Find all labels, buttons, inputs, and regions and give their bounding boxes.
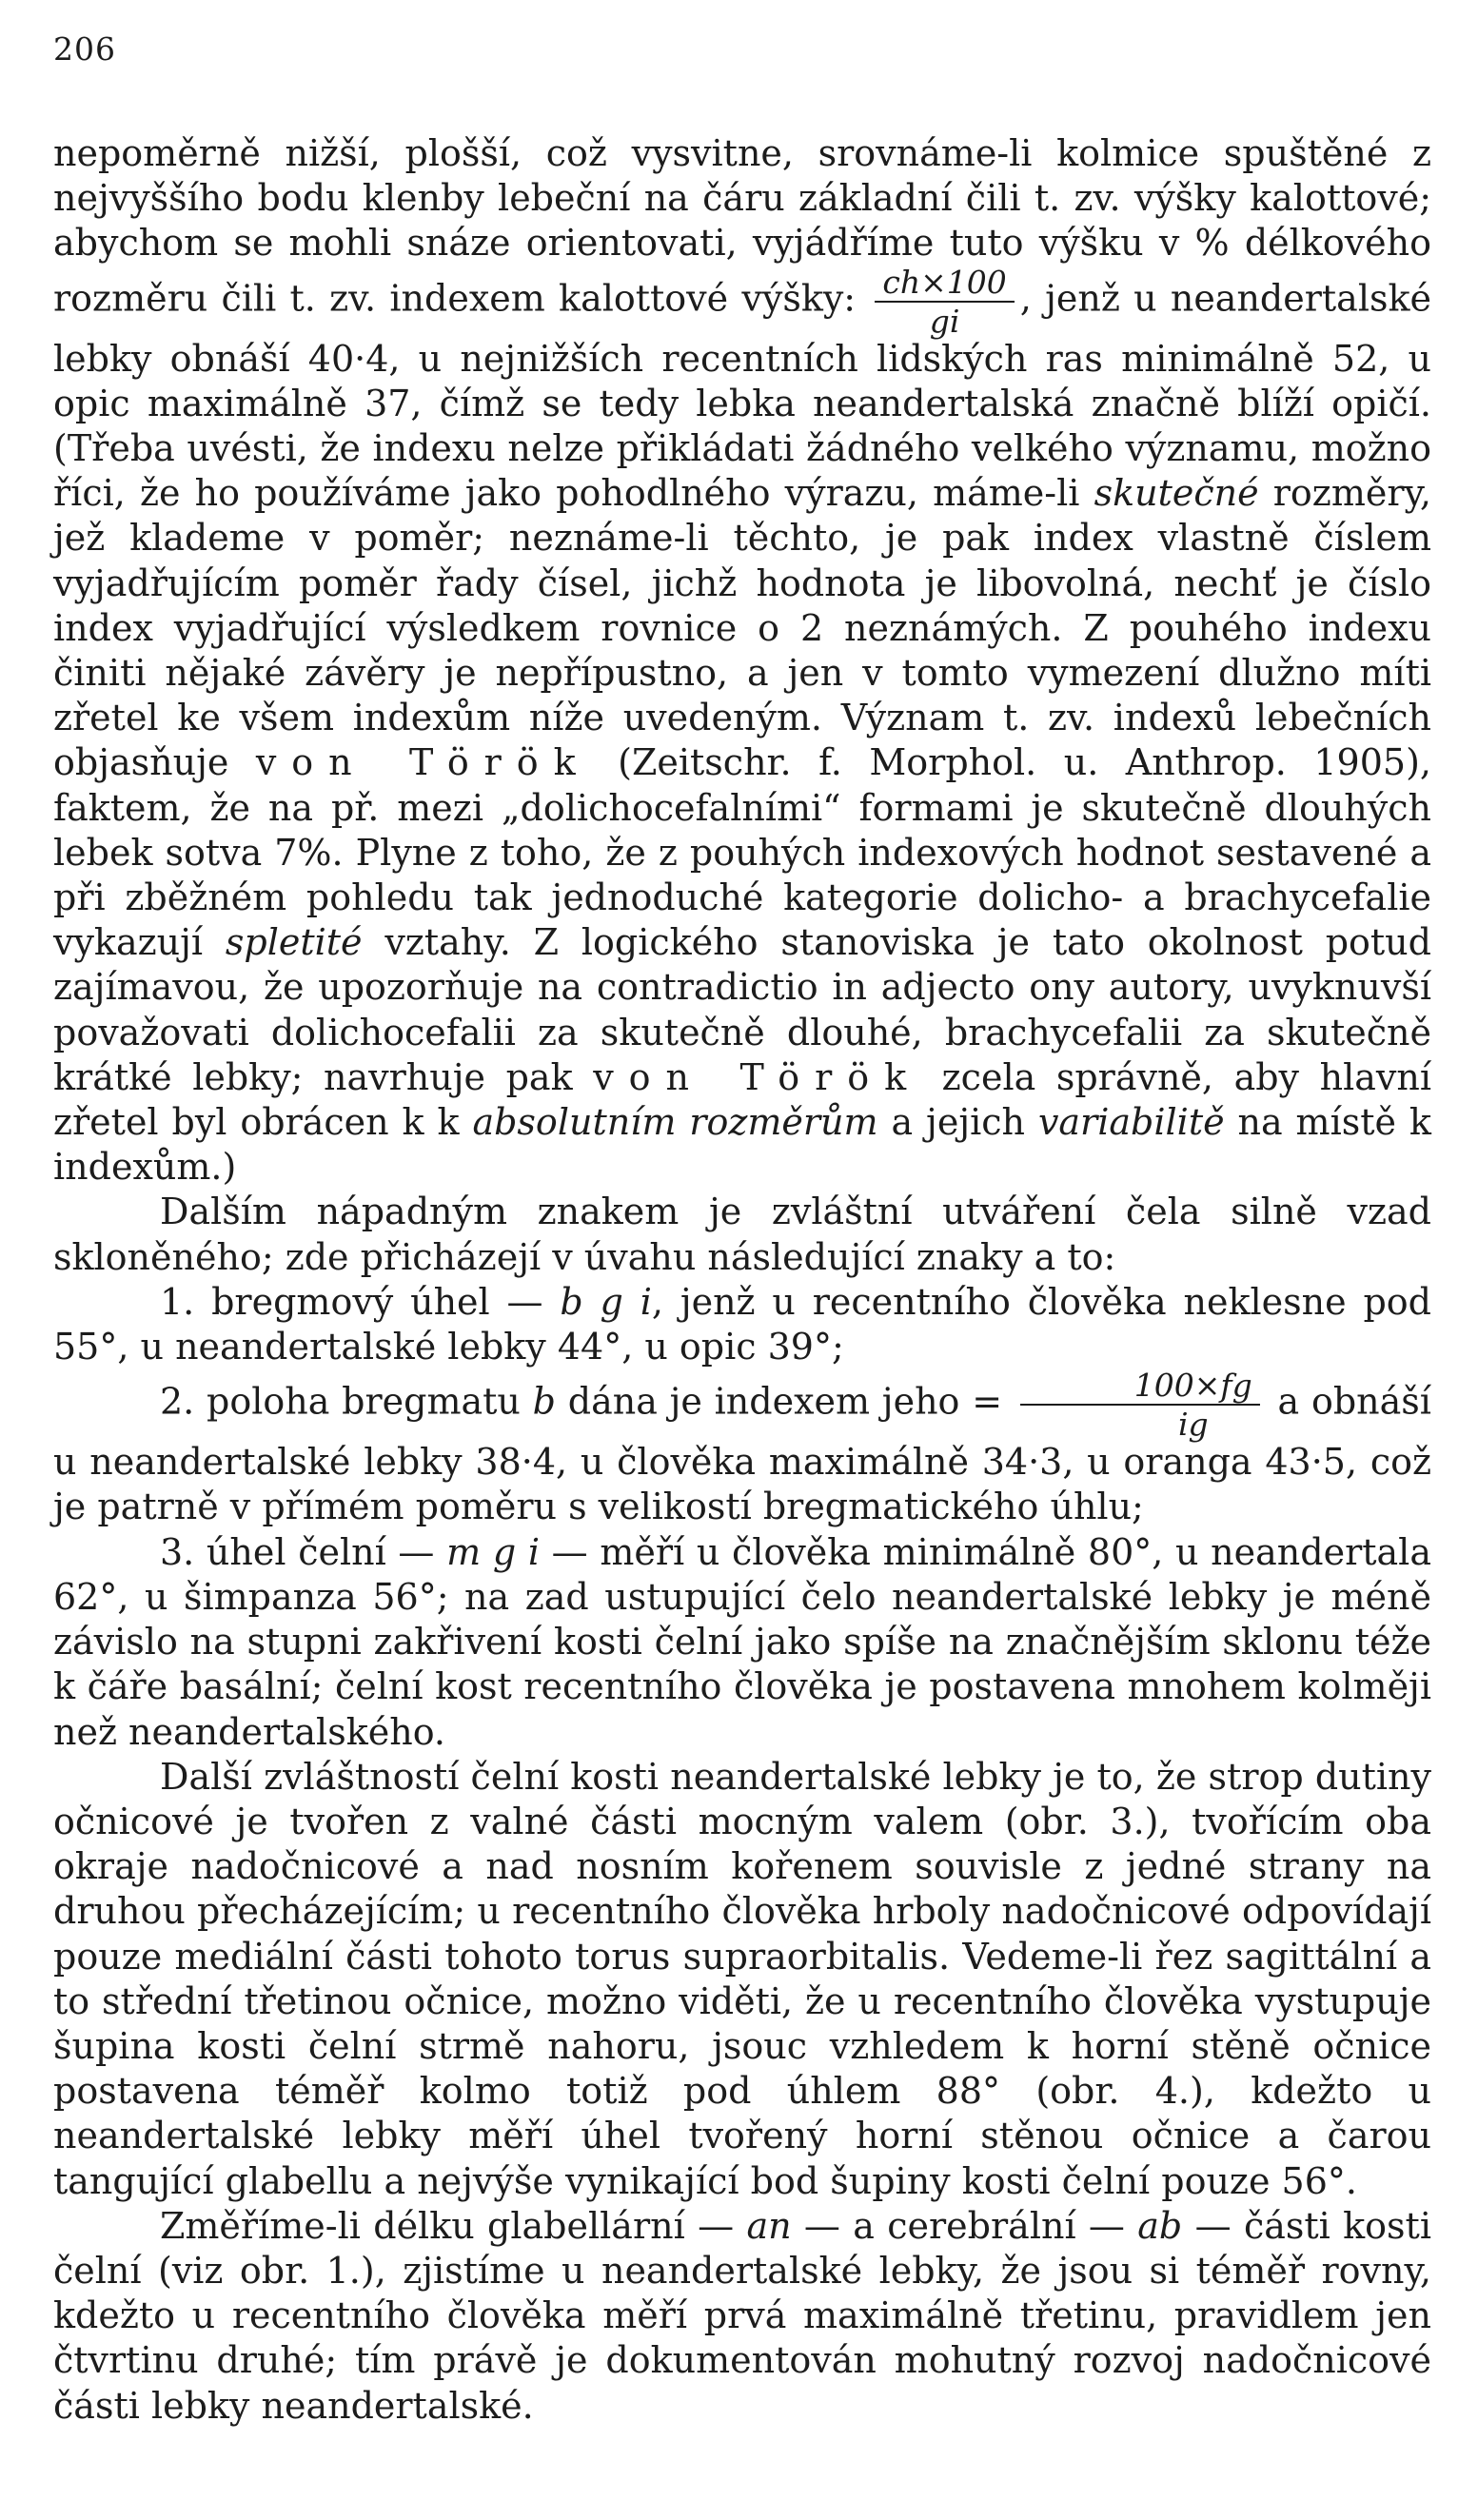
paragraph-frontal-bone: Další zvláštností čelní kosti neandertalské lebky je to, že strop dutiny očnicové je tvořen z valné části mocným valem (obr. 3.), tvořícím oba okraje nadočnicové a nad nosním kořenem souvisle z jedné strany na druhou přecházejícím; u recentního člověka hrboly nadočnicové odpovídají pouze mediální části tohoto torus supraorbitalis. Vedeme-li řez sagittální a to střední třetinou očnice, možno viděti, že u recentního člověka vystupuje šupina kosti čelní strmě nahoru, jsouc vzhledem k horní stěně očnice postavena téměř kolmo totiž pod úhlem 88° (obr. 4.), kdežto u neandertalské lebky měří úhel tvořený horní stěnou očnice a čarou tangující glabellu a nejvýše vynikající bod šupiny kosti čelní pouze 56°.	[53, 1755, 1431, 2202]
list-item: 2. poloha bregmatu b dána je indexem jeho = $\frac{100\times fg}{ig}$ a obnáší u neandertalské lebky 38·4, u člověka maximálně 34·3, u oranga 43·5, což je patrně v přímém poměru s velikostí bregmatického úhlu;	[53, 1367, 1431, 1528]
bregma-fraction: $\frac{100\times fg}{ig}$	[1020, 1369, 1260, 1440]
list-item: 3. úhel čelní — m g i — měří u člověka minimálně 80°, u neandertala 62°, u šimpanza 56°; na zad ustupující čelo neandertalské lebky je méně závislo na stupni zakřivení kosti čelní jako spíše na značnějším sklonu téže k čáře basální; čelní kost recentního člověka je postavena mnohem kolměji než neandertalského.	[53, 1530, 1431, 1753]
author-name: von Török	[255, 741, 591, 784]
page-number: 206	[53, 30, 116, 68]
paragraph-glabellar-length: Změříme-li délku glabellární — an — a cerebrální — ab — části kosti čelní (viz obr. 1.), zjistíme u neandertalské lebky, že jsou si téměř rovny, kdežto u recentního člověka měří prvá maximálně třetinu, pravidlem jen čtvrtinu druhé; tím právě je dokumentován mohutný rozvoj nadočnicové části lebky neandertalské.	[53, 2204, 1431, 2427]
list-item: 1. bregmový úhel — b g i, jenž u recentního člověka neklesne pod 55°, u neandertalské lebky 44°, u opic 39°;	[53, 1280, 1431, 1368]
index-fraction: $\frac{ch\times 100}{gi}$	[875, 266, 1014, 337]
paragraph-kalotta: nepoměrně nižší, plošší, což vysvitne, srovnáme-li kolmice spuštěné z nejvyššího bodu klenby lebeční na čáru základní čili t. zv. výšky kalottové; abychom se mohli snáze orientovati, vyjádříme tuto výšku v % délkového rozměru čili t. zv. indexem kalottové výšky: $\frac{ch\times 100}{gi}$ , jenž u neandertalské lebky obnáší 40·4, u nejnižších recentních lidských ras minimálně 52, u opic maximálně 37, čímž se tedy lebka neandertalská značně blíží opičí. (Třeba uvésti, že indexu nelze přikládati žádného velkého významu, možno říci, že ho používáme jako pohodlného výrazu, máme-li skutečné rozměry, jež klademe v poměr; neznáme-li těchto, je pak index vlastně číslem vyjadřujícím poměr řady čísel, jichž hodnota je libovolná, nechť je číslo index vyjadřující výsledkem rovnice o 2 neznámých. Z pouhého indexu činiti nějaké závěry je nepřípustno, a jen v tomto vymezení dlužno míti zřetel ke všem indexům níže uvedeným. Význam t. zv. indexů lebečních objasňuje von Török (Zeitschr. f. Morphol. u. Anthrop. 1905), faktem, že na př. mezi „dolichocefalními“ formami je skutečně dlouhých lebek sotva 7%. Plyne z toho, že z pouhých indexových hodnot sestavené a při zběžném pohledu tak jednoduché kategorie dolicho- a brachycefalie vykazují spletité vztahy. Z logického stanoviska je tato okolnost potud zajímavou, že upozorňuje na contradictio in adjecto ony autory, uvyknuvší považovati dolichocefalii za skutečně dlouhé, brachycefalii za skutečně krátké lebky; navrhuje pak von Török zcela správně, aby hlavní zřetel byl obrácen k k absolutním rozměrům a jejich variabilitě na místě k indexům.)	[53, 132, 1432, 1189]
paragraph-forehead-intro: Dalším nápadným znakem je zvláštní utváření čela silně vzad skloněného; zde přicházejí v úvahu následující znaky a to:	[53, 1191, 1431, 1278]
body-text	[53, 131, 1431, 2429]
author-name: von Török	[593, 1055, 922, 1098]
